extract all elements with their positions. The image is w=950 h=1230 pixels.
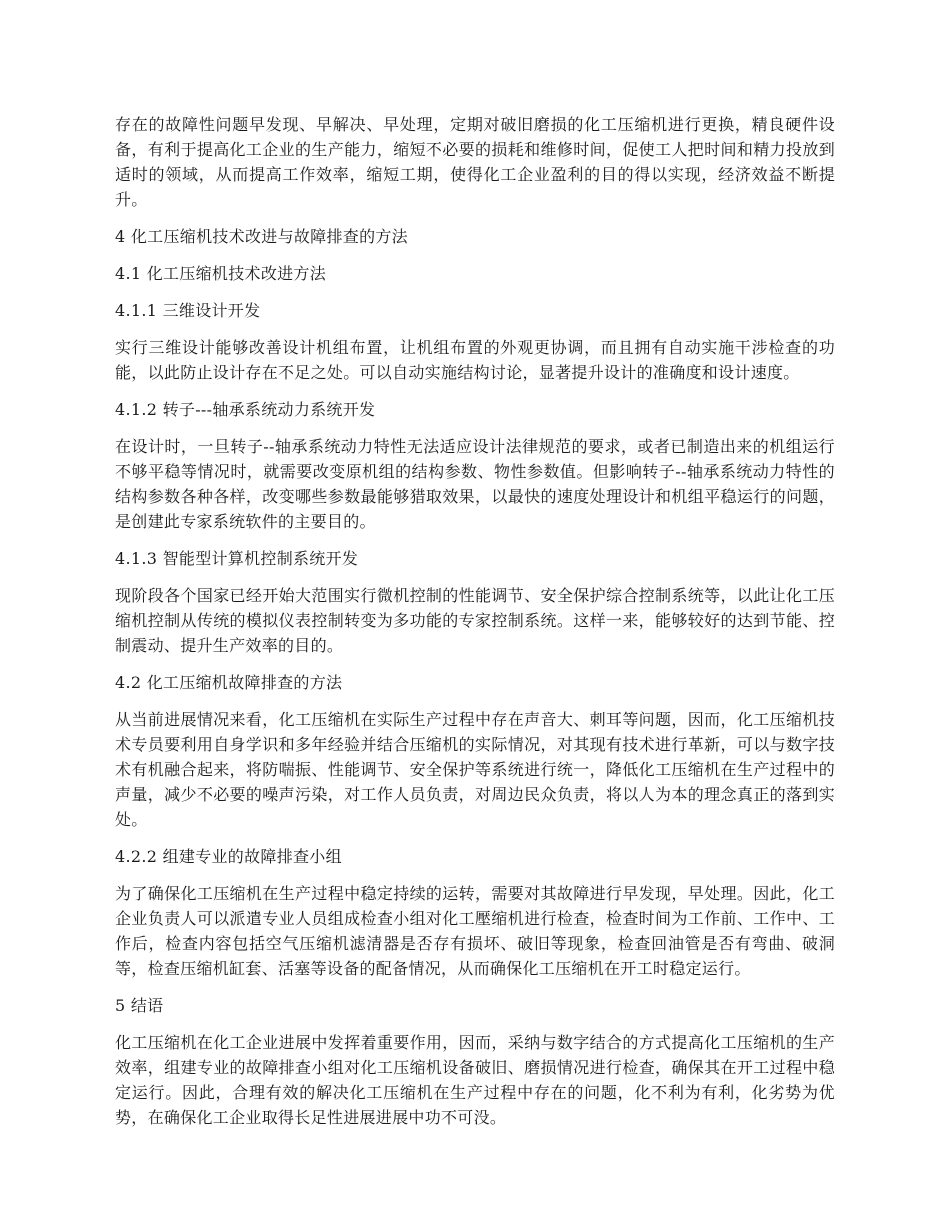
heading-section-4-2-2: 4.2.2 组建专业的故障排查小组	[115, 847, 342, 866]
heading-section-4-1-1: 4.1.1 三维设计开发	[115, 301, 261, 320]
heading-section-4: 4 化工压缩机技术改进与故障排查的方法	[115, 227, 408, 246]
heading-section-5: 5 结语	[115, 996, 164, 1015]
para-5-conclusion: 化工压缩机在化工企业进展中发挥着重要作用，因而，采纳与数字结合的方式提高化工压缩机的生产效率，组建专业的故障排查小组对化工压缩机设备破旧、磨损情况进行检查，确保其在开工过程中稳定运行。因此，合理有效的解决化工压缩机在生产过程中存在的问题，化不利为有利，化劣势为优势，在确保化工企业取得长足性进展进展中功不可没。	[115, 1033, 835, 1127]
para-intro-continuation: 存在的故障性问题早发现、早解决、早处理，定期对破旧磨损的化工压缩机进行更换，精良硬件设备，有利于提高化工企业的生产能力，缩短不必要的损耗和维修时间，促使工人把时间和精力投放到适时的领域，从而提高工作效率，缩短工期，使得化工企业盈利的目的得以实现，经济效益不断提升。	[115, 115, 835, 209]
heading-section-4-1-3: 4.1.3 智能型计算机控制系统开发	[115, 549, 359, 568]
heading-section-4-2: 4.2 化工压缩机故障排查的方法	[115, 673, 343, 692]
para-4-2-2: 为了确保化工压缩机在生产过程中稳定持续的运转，需要对其故障进行早发现，早处理。因此，化工企业负责人可以派遣专业人员组成检查小组对化工壓缩机进行检查，检查时间为工作前、工作中、工作后，检查内容包括空气压缩机滤清器是否存有损坏、破旧等现象，检查回油管是否有弯曲、破洞等，检查压缩机缸套、活塞等设备的配备情况，从而确保化工压缩机在开工时稳定运行。	[115, 884, 835, 978]
para-4-2: 从当前进展情况来看，化工压缩机在实际生产过程中存在声音大、刺耳等问题，因而，化工压缩机技术专员要利用自身学识和多年经验并结合压缩机的实际情况，对其现有技术进行革新，可以与数字技术有机融合起来，将防喘振、性能调节、安全保护等系统进行统一，降低化工压缩机在生产过程中的声量，减少不必要的噪声污染，对工作人员负责，对周边民众负责，将以人为本的理念真正的落到实处。	[115, 710, 835, 829]
para-4-1-3: 现阶段各个国家已经开始大范围实行微机控制的性能调节、安全保护综合控制系统等，以此让化工压缩机控制从传统的模拟仪表控制转变为多功能的专家控制系统。这样一来，能够较好的达到节能、控制震动、提升生产效率的目的。	[115, 586, 835, 655]
para-4-1-1: 实行三维设计能够改善设计机组布置，让机组布置的外观更协调，而且拥有自动实施干涉检查的功能，以此防止设计存在不足之处。可以自动实施结构讨论，显著提升设计的准确度和设计速度。	[115, 338, 835, 382]
heading-section-4-1-2: 4.1.2 转子---轴承系统动力系统开发	[115, 400, 376, 419]
para-4-1-2: 在设计时，一旦转子--轴承系统动力特性无法适应设计法律规范的要求，或者已制造出来的机组运行不够平稳等情况时，就需要改变原机组的结构参数、物性参数值。但影响转子--轴承系统动力特性的结构参数各种各样，改变哪些参数最能够猎取效果，以最快的速度处理设计和机组平稳运行的问题，是创建此专家系统软件的主要目的。	[115, 437, 835, 531]
heading-section-4-1: 4.1 化工压缩机技术改进方法	[115, 264, 327, 283]
